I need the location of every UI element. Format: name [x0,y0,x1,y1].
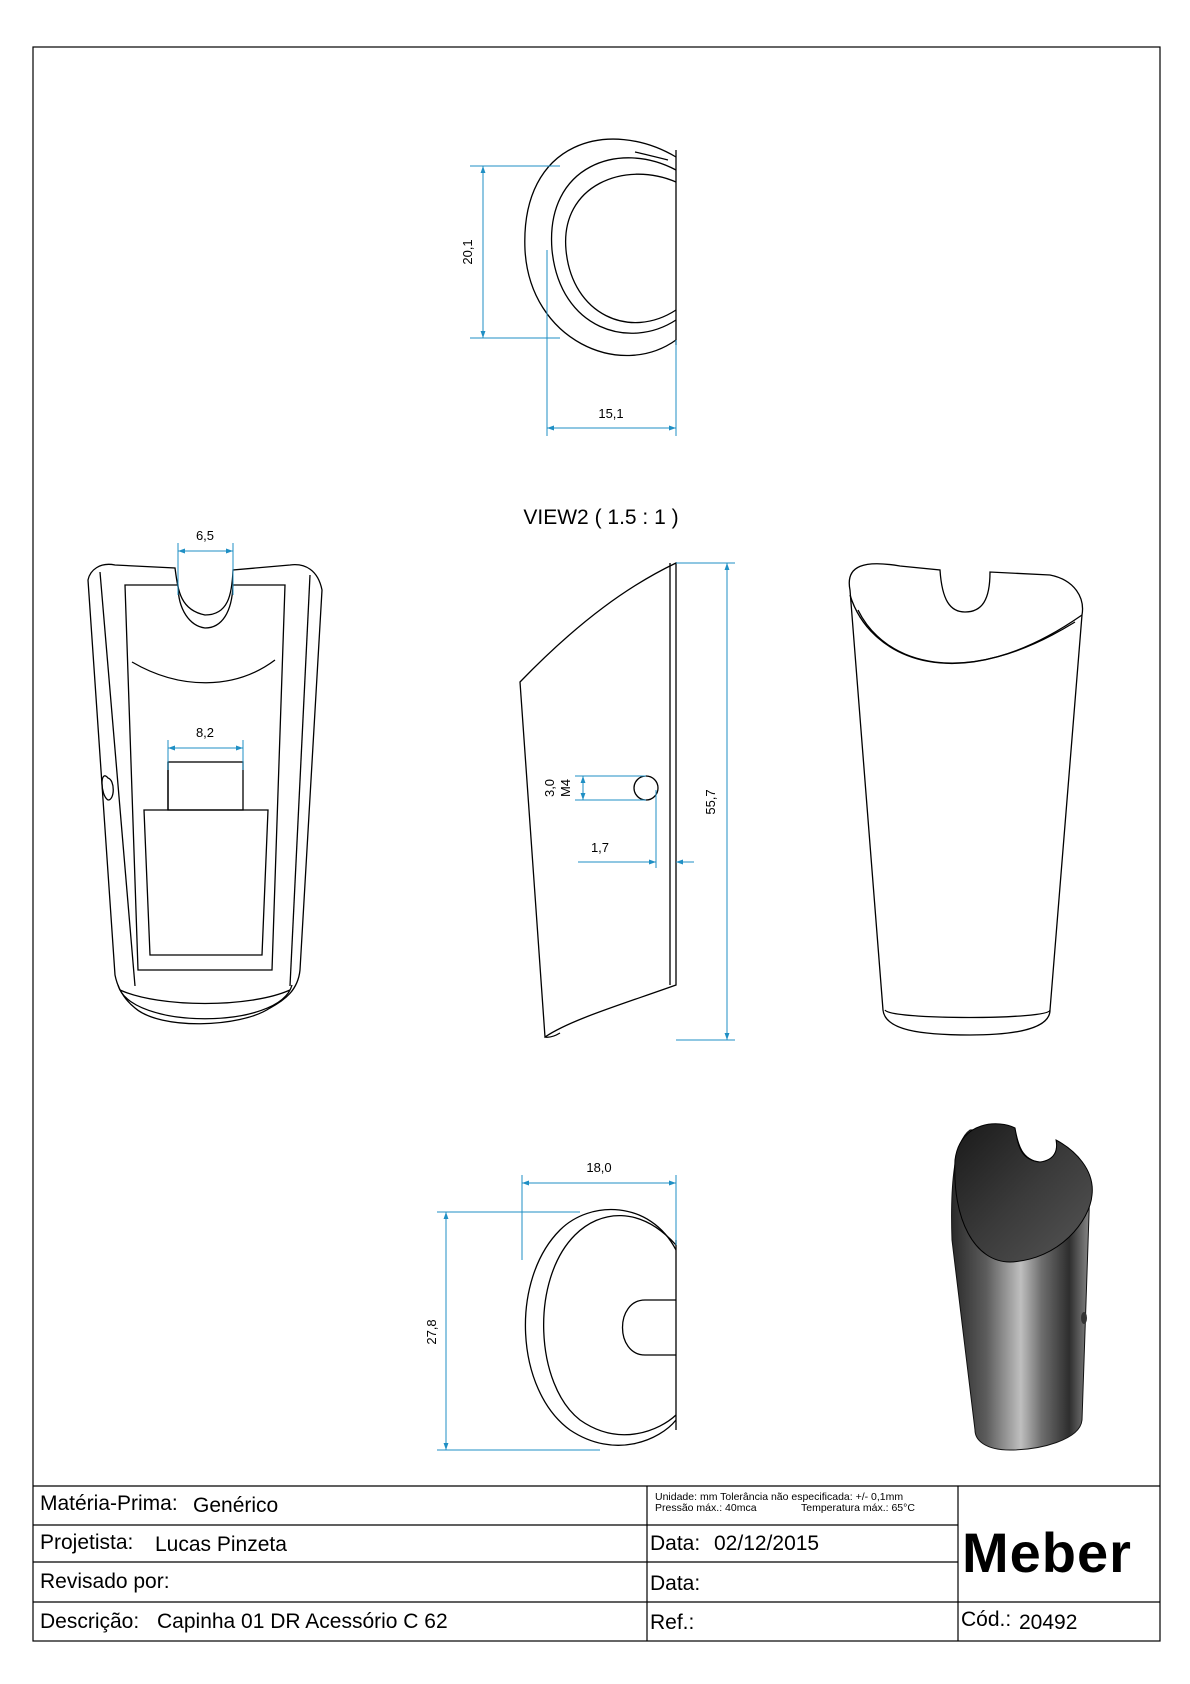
notes-line2b: Temperatura máx.: 65°C [801,1502,915,1514]
notes-line2a: Pressão máx.: 40mca [655,1502,757,1514]
right-view [849,564,1082,1035]
dim-top-height: 20,1 [460,239,475,265]
top-view-dims [470,166,676,436]
notes-line1: Unidade: mm Tolerância não especificada: +/- 0,1mm [655,1491,904,1503]
descricao-label: Descrição: [40,1610,140,1633]
dim-slot-width: 6,5 [195,528,215,543]
materia-label: Matéria-Prima: [40,1492,178,1515]
meber-logo: Meber [962,1521,1132,1584]
dim-inner-width: 8,2 [195,725,215,740]
bottom-view [525,1210,676,1446]
dim-total-length: 55,7 [703,789,718,815]
data1-label: Data: [650,1532,701,1555]
cod-value: 20492 [1019,1611,1078,1634]
dim-top-width: 15,1 [598,406,624,421]
dim-bottom-width: 18,0 [586,1160,612,1175]
view-label: VIEW2 ( 1.5 : 1 ) [523,506,679,529]
isometric-render [952,1124,1093,1450]
bottom-view-dims [437,1175,676,1450]
projetista-label: Projetista: [40,1531,134,1554]
revisado-label: Revisado por: [40,1570,170,1593]
data2-label: Data: [650,1572,701,1595]
ref-label: Ref.: [650,1611,695,1634]
materia-value: Genérico [193,1494,279,1517]
cod-label: Cód.: [961,1608,1012,1631]
projetista-value: Lucas Pinzeta [155,1533,287,1556]
data1-value: 02/12/2015 [714,1532,820,1555]
left-view [88,564,322,1023]
dim-hole-offset: 1,7 [590,840,610,855]
descricao-value: Capinha 01 DR Acessório C 62 [157,1610,448,1633]
dim-bottom-height: 27,8 [424,1319,439,1345]
dim-hole-size: 3,0 [542,778,557,798]
dim-thread: M4 [558,778,573,798]
